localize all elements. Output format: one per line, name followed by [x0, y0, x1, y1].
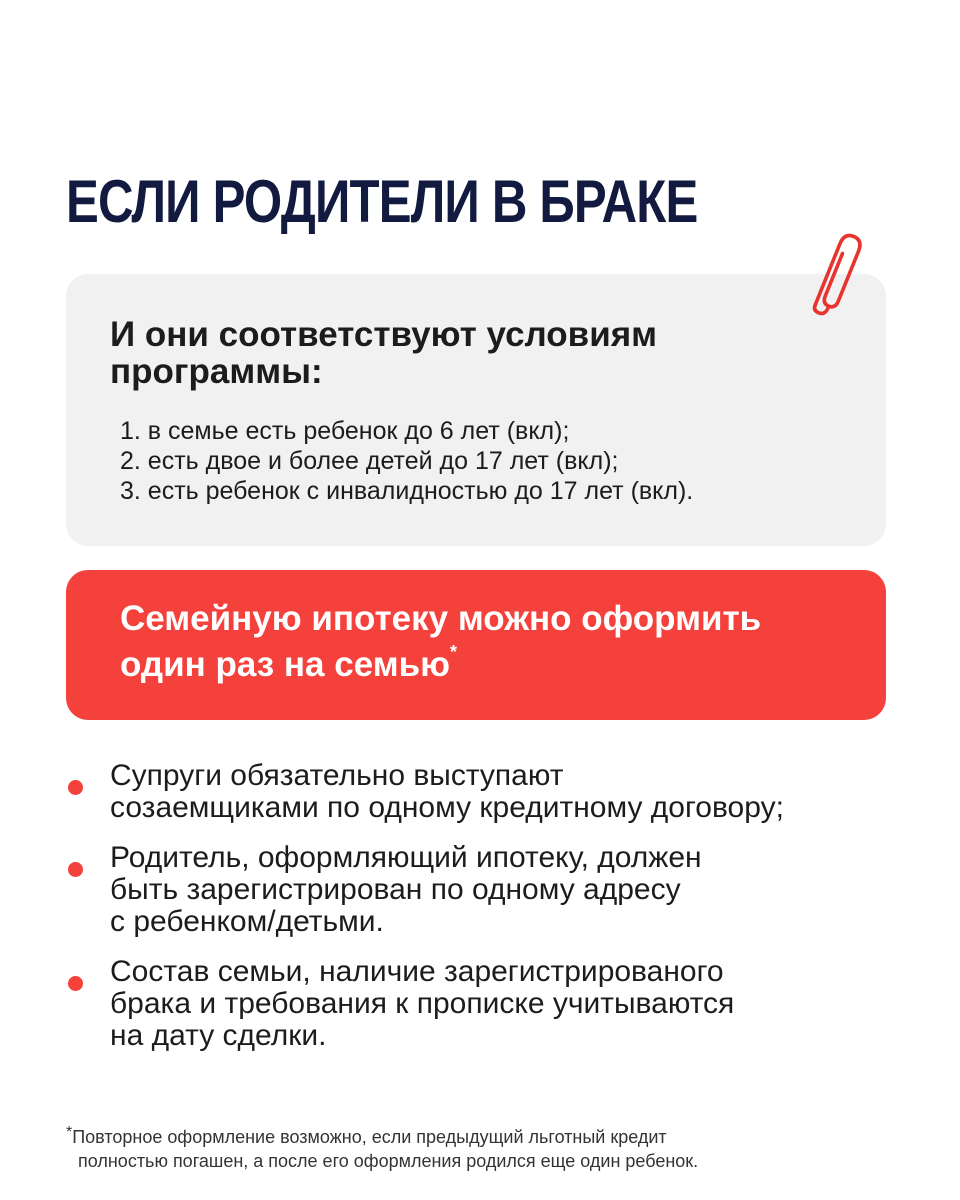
page-title: ЕСЛИ РОДИТЕЛИ В БРАКЕ — [66, 168, 698, 235]
requirement-item — [66, 760, 896, 824]
requirement-line: Супруги обязательно выступают — [110, 759, 564, 792]
conditions-card — [66, 274, 886, 546]
banner-footnote-mark: * — [450, 642, 458, 662]
condition-item: 2. есть двое и более детей до 17 лет (вкл); — [120, 447, 619, 475]
footnote-line1: Повторное оформление возможно, если предыдущий льготный кредит — [72, 1127, 667, 1147]
bullet-dot-icon — [68, 780, 83, 795]
requirements-list — [66, 760, 896, 1070]
bullet-dot-icon — [68, 862, 83, 877]
conditions-heading — [110, 316, 810, 390]
banner-line2: один раз на семью — [120, 645, 451, 684]
requirement-line: на дату сделки. — [110, 1019, 327, 1052]
banner-line1: Семейную ипотеку можно оформить — [120, 599, 762, 638]
footnote-line2: полностью погашен, а после его оформления родился еще один ребенок. — [78, 1151, 699, 1171]
condition-item: 3. есть ребенок с инвалидностью до 17 лет (вкл). — [120, 477, 694, 505]
banner-text — [120, 596, 860, 688]
requirement-line: брака и требования к прописке учитываются — [110, 987, 735, 1020]
requirement-line: созаемщиками по одному кредитному договору; — [110, 791, 784, 824]
requirement-line: Состав семьи, наличие зарегистрированого — [110, 955, 724, 988]
requirement-item — [66, 842, 896, 938]
requirement-line: Родитель, оформляющий ипотеку, должен — [110, 841, 702, 874]
requirement-line: с ребенком/детьми. — [110, 905, 384, 938]
conditions-heading-line1: И они соответствуют условиям — [110, 315, 658, 354]
family-mortgage-banner — [66, 570, 886, 720]
bullet-dot-icon — [68, 976, 83, 991]
footnote-mark: * — [66, 1124, 73, 1141]
conditions-heading-line2: программы: — [110, 352, 323, 391]
conditions-list — [120, 416, 693, 506]
paperclip-icon — [802, 224, 868, 320]
footnote — [66, 1125, 846, 1173]
requirement-item — [66, 956, 896, 1052]
requirement-line: быть зарегистрирован по одному адресу — [110, 873, 681, 906]
condition-item: 1. в семье есть ребенок до 6 лет (вкл); — [120, 417, 570, 445]
